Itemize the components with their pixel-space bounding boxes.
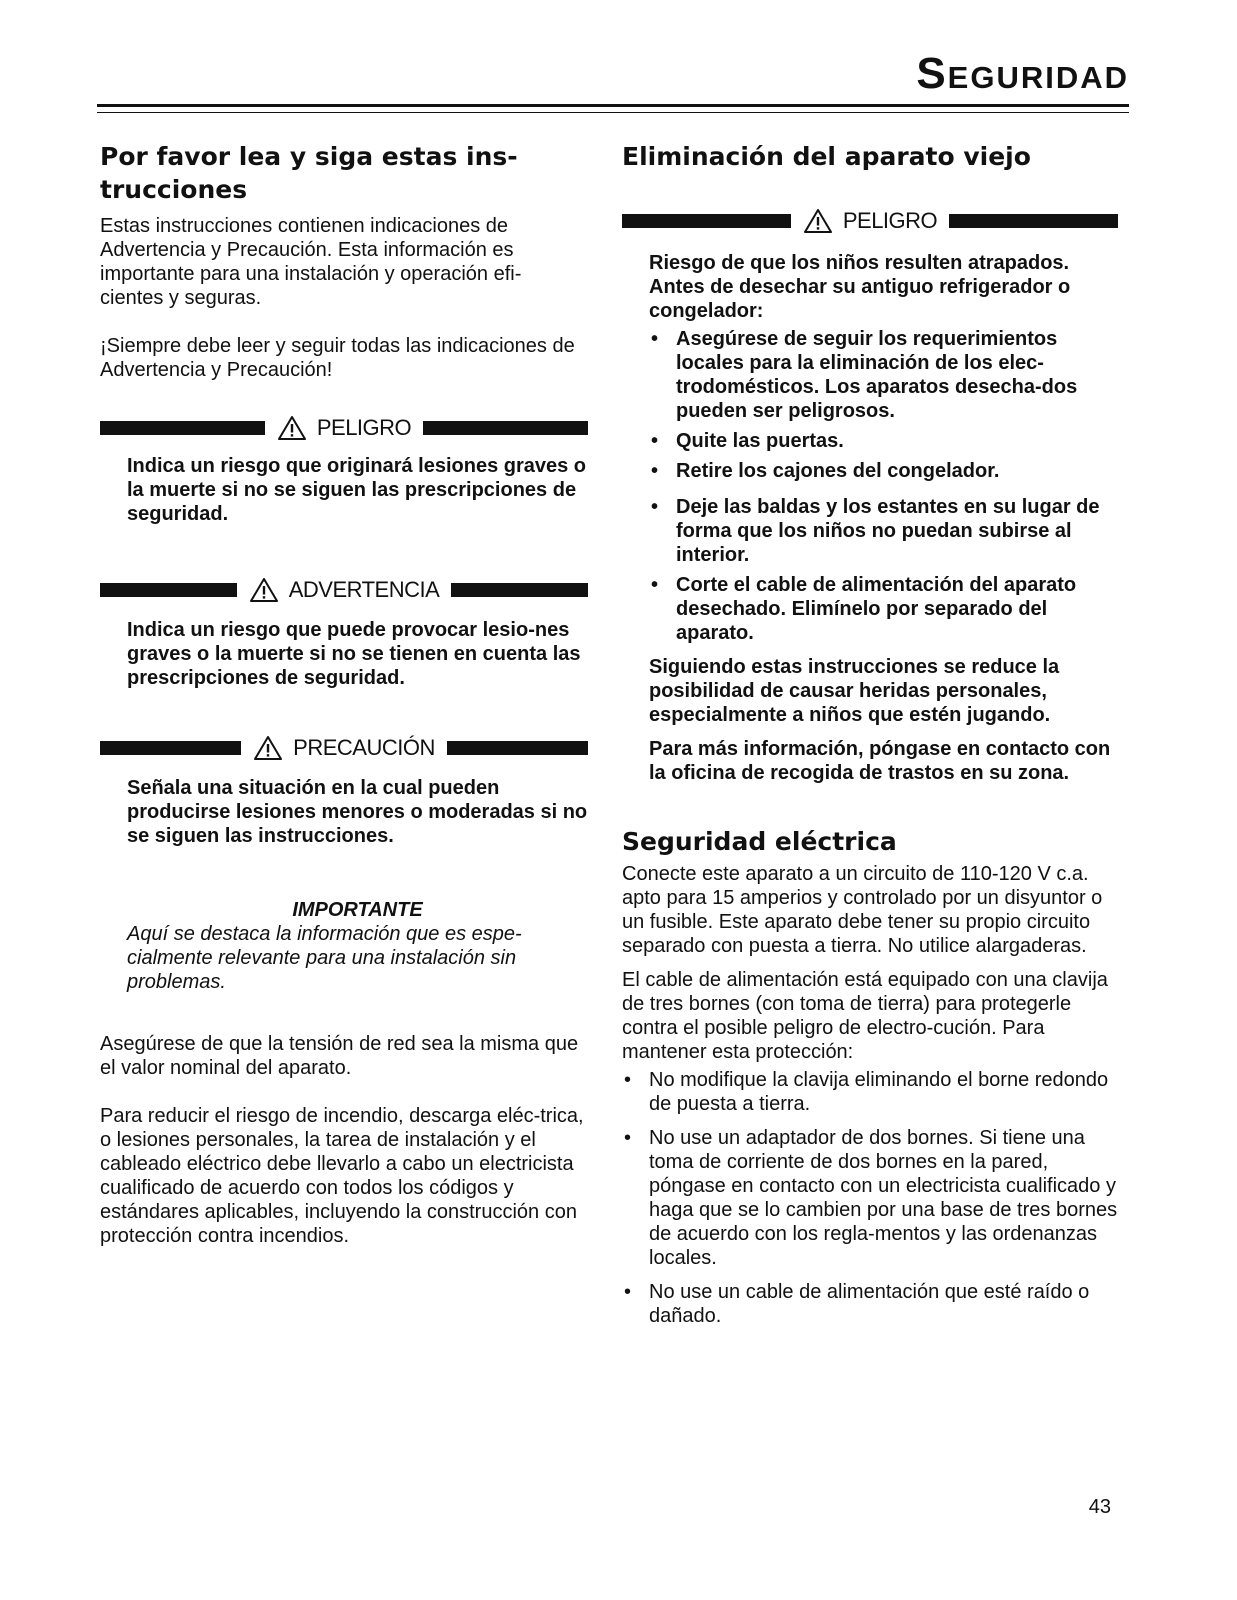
- advertencia-signal: [100, 578, 588, 602]
- left-column: [100, 140, 588, 1248]
- electrica-p2: El cable de alimentación está equipado con una clavija de tres bornes (con toma de tierra) para protegerle contra el posible peligro de electro-cución. Para mantener esta protección:: [622, 969, 1108, 1063]
- peligro-signal-right: [622, 209, 1118, 233]
- warning-triangle-icon: [803, 208, 833, 234]
- signal-label: ADVERTENCIA: [288, 577, 440, 602]
- list-item: • Retire los cajones del congelador.: [649, 459, 1118, 483]
- masinfo-text: Para más información, póngase en contacto con la oficina de recogida de trastos en su zona.: [649, 738, 1111, 784]
- header-rule-thin: [97, 112, 1129, 113]
- incendio-paragraph: Para reducir el riesgo de incendio, descarga eléc-trica, o lesiones personales, la tarea de instalación y el cableado eléctrico debe llevarlo a cabo un electricista cualificado de acuerdo con todos los códigos y estándares aplicables, incluyendo la construcción con protección contra incendios.: [100, 1105, 584, 1247]
- siguiendo-text: Siguiendo estas instrucciones se reduce la posibilidad de causar heridas personales, especialmente a niños que estén jugando.: [649, 656, 1060, 726]
- importante-text: Aquí se destaca la información que es espe-cialmente relevante para una instalación sin problemas.: [127, 923, 522, 993]
- eliminacion-heading: Eliminación del aparato viejo: [622, 142, 1031, 171]
- signal-bar-left: [100, 583, 237, 597]
- precaucion-text: Señala una situación en la cual pueden producirse lesiones menores o moderadas si no se siguen las instrucciones.: [127, 777, 588, 847]
- eliminacion-list: [649, 327, 1118, 645]
- right-column: [622, 140, 1118, 1328]
- importante-title: IMPORTANTE: [292, 899, 423, 921]
- page-title: Seguridad: [916, 49, 1129, 98]
- signal-bar-left: [100, 741, 241, 755]
- electrica-p1: Conecte este aparato a un circuito de 110-120 V c.a. apto para 15 amperios y controlado por un disyuntor o un fusible. Este aparato debe tener su propio circuito separado con puesta a tierra. No utilice alargaderas.: [622, 863, 1103, 957]
- list-item: • Deje las baldas y los estantes en su lugar de forma que los niños no puedan subirse al interior.: [649, 495, 1118, 567]
- list-item: • Asegúrese de seguir los requerimientos locales para la eliminación de los elec-trodomésticos. Los aparatos desecha-dos pueden ser peligrosos.: [649, 327, 1118, 423]
- list-item: • Corte el cable de alimentación del aparato desechado. Elimínelo por separado del aparato.: [649, 573, 1118, 645]
- peligro-text: Indica un riesgo que originará lesiones graves o la muerte si no se siguen las prescripciones de seguridad.: [127, 455, 587, 525]
- list-item: • No use un adaptador de dos bornes. Si tiene una toma de corriente de dos bornes en la pared, póngase en contacto con un electricista cualificado y haga que se lo cambien por una base de tres bornes de acuerdo con los regla-mentos y las ordenanzas locales.: [622, 1126, 1118, 1270]
- warning-triangle-icon: [249, 577, 279, 603]
- signal-bar-left: [622, 214, 791, 228]
- signal-bar-right: [451, 583, 588, 597]
- advertencia-text: Indica un riesgo que puede provocar lesio-nes graves o la muerte si no se tienen en cuenta las prescripciones de seguridad.: [127, 619, 581, 689]
- tension-paragraph: Asegúrese de que la tensión de red sea la misma que el valor nominal del aparato.: [100, 1033, 579, 1079]
- list-item: • Quite las puertas.: [649, 429, 1118, 453]
- warning-triangle-icon: [277, 415, 307, 441]
- list-item: • No use un cable de alimentación que esté raído o dañado.: [622, 1280, 1118, 1328]
- signal-label: PRECAUCIÓN: [293, 735, 435, 760]
- precaucion-signal: [100, 736, 588, 760]
- signal-label: PELIGRO: [842, 208, 938, 233]
- signal-bar-left: [100, 421, 265, 435]
- header-rule-thick: [97, 104, 1129, 107]
- page-number: 43: [1088, 1496, 1111, 1518]
- electrica-heading: Seguridad eléctrica: [622, 827, 897, 856]
- list-item: • No modifique la clavija eliminando el borne redondo de puesta a tierra.: [622, 1068, 1118, 1116]
- riesgo-text: Riesgo de que los niños resulten atrapados. Antes de desechar su antiguo refrigerador o congelador:: [649, 252, 1071, 322]
- electrica-list: [622, 1068, 1118, 1328]
- signal-bar-right: [447, 741, 588, 755]
- warning-triangle-icon: [253, 735, 283, 761]
- signal-label: PELIGRO: [316, 415, 412, 440]
- peligro-signal: [100, 416, 588, 440]
- signal-bar-right: [423, 421, 588, 435]
- intro-paragraph: Estas instrucciones contienen indicaciones de Advertencia y Precaución. Esta información es importante para una instalación y operación efi-cientes y seguras.: [100, 215, 522, 309]
- peligro-content: [649, 251, 1118, 785]
- instructions-heading: Por favor lea y siga estas ins-trucciones: [100, 142, 518, 204]
- signal-bar-right: [949, 214, 1118, 228]
- importante-note: [127, 898, 588, 994]
- always-paragraph: ¡Siempre debe leer y seguir todas las indicaciones de Advertencia y Precaución!: [100, 335, 575, 381]
